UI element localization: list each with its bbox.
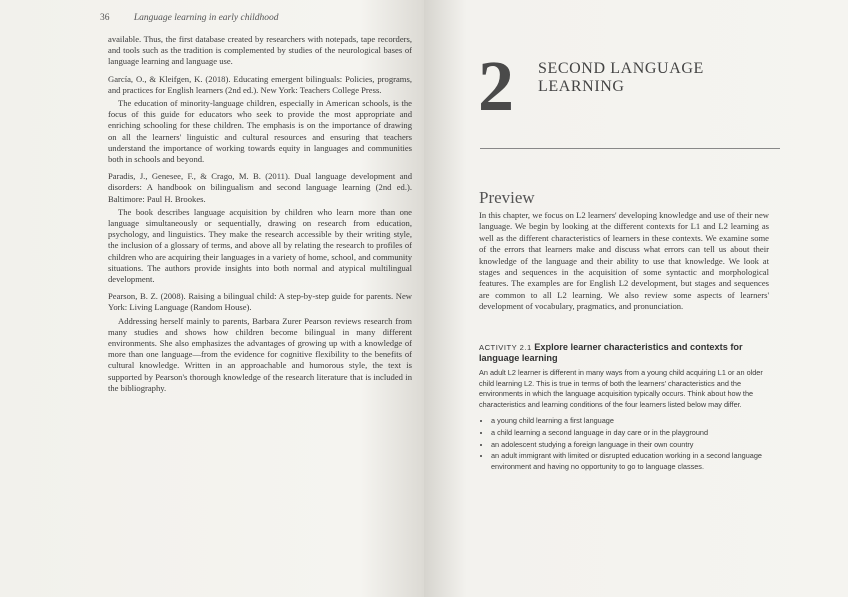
list-item: • a young child learning a first language — [491, 416, 769, 427]
activity-body — [479, 368, 769, 473]
running-header — [100, 13, 278, 23]
page-number: 36 — [100, 13, 110, 23]
list-item: • a child learning a second language in day care or in the playground — [491, 428, 769, 439]
reference-citation: García, O., & Kleifgen, K. (2018). Educating emergent bilinguals: Policies, programs, and practices for English learners (2nd ed.). New York: Teachers College Press. — [108, 73, 412, 95]
reference-annotation: The book describes language acquisition by children who learn more than one language simultaneously or sequentially, drawing on research from education, psychology, and linguistics. They make the research accessible by their writing style, the inclusion of a glossary of terms, and above all by relating the research to profiles of children who are acquiring their languages in a variety of home, school, and community situations. The authors provide insights into both normal and atypical multilingual development. — [108, 206, 412, 285]
preview-paragraph: In this chapter, we focus on L2 learners' developing knowledge and use of their new language. We begin by looking at the different contexts for L1 and L2 learning as well as the different characteristics of learners in these contexts. We examine some of the errors that learners make and discuss what errors can tell us about their knowledge of the language and their ability to use that knowledge. We look at stages and sequences in the acquisition of some syntactic and morphological features. The examples are for English L2 development, but stages and sequences are common to all L2 learning. We also review some aspects of learners' development of vocabulary, pragmatics, and pronunciation. — [479, 210, 769, 312]
reference-annotation: Addressing herself mainly to parents, Barbara Zurer Pearson reviews research from many studies and shows how children become bilingual in many different environments. She also emphasizes the advantages of growing up with a knowledge of more than one language—from the evidence for cognitive flexibility to the benefits of cultural knowledge. Written in an approachable and humorous style, the text is supported by Pearson's thorough knowledge of the research literature that is included in the bibliography. — [108, 315, 412, 393]
reading-list — [108, 34, 412, 394]
list-item: • an adolescent studying a foreign language in their own country — [491, 440, 769, 451]
activity-title: Explore learner characteristics and contexts for language learning — [479, 342, 743, 363]
reference-annotation: The education of minority-language children, especially in American schools, is the focus of this guide for educators who seek to provide the most appropriate and enriching schooling for these children. The emphasis is on the importance of drawing on all the learners' linguistic and cultural resources and ensuring that teachers understand the importance of working towards equity in languages and communities both in schools and beyond. — [108, 98, 412, 165]
chapter-rule — [480, 148, 780, 149]
activity-label: ACTIVITY 2.1 — [479, 343, 532, 352]
activity-heading — [479, 342, 769, 364]
running-header-title: Language learning in early childhood — [133, 13, 279, 23]
continued-paragraph: available. Thus, the first database created by researchers with notepads, tape recorders, and tools such as the tradition is complemented by studies of the neurological bases of language learning and language use. — [108, 34, 412, 67]
chapter-title-line: LEARNING — [538, 78, 625, 95]
activity-list — [479, 416, 769, 472]
chapter-title — [538, 60, 704, 96]
reference-citation: Pearson, B. Z. (2008). Raising a bilingual child: A step-by-step guide for parents. New York: Living Language (Random House). — [108, 291, 412, 313]
list-item: • an adult immigrant with limited or disrupted education working in a second language environment and having no opportunity to go to language classes. — [491, 451, 769, 472]
chapter-title-line: SECOND LANGUAGE — [538, 60, 704, 77]
preview-heading: Preview — [479, 188, 535, 207]
chapter-number: 2 — [478, 46, 514, 126]
activity-intro: An adult L2 learner is different in many ways from a young child acquiring L1 or an older child learning L2. This is true in terms of both the learners' characteristics and the environments in which the language acquisition typically occurs. Think about how the characteristics and learning conditions of the four learners listed below may differ. — [479, 368, 763, 409]
reference-citation: Paradis, J., Genesee, F., & Crago, M. B. (2011). Dual language development and disorders: A handbook on bilingualism and second language learning (2nd ed.). Baltimore: Paul H. Brookes. — [108, 171, 412, 204]
